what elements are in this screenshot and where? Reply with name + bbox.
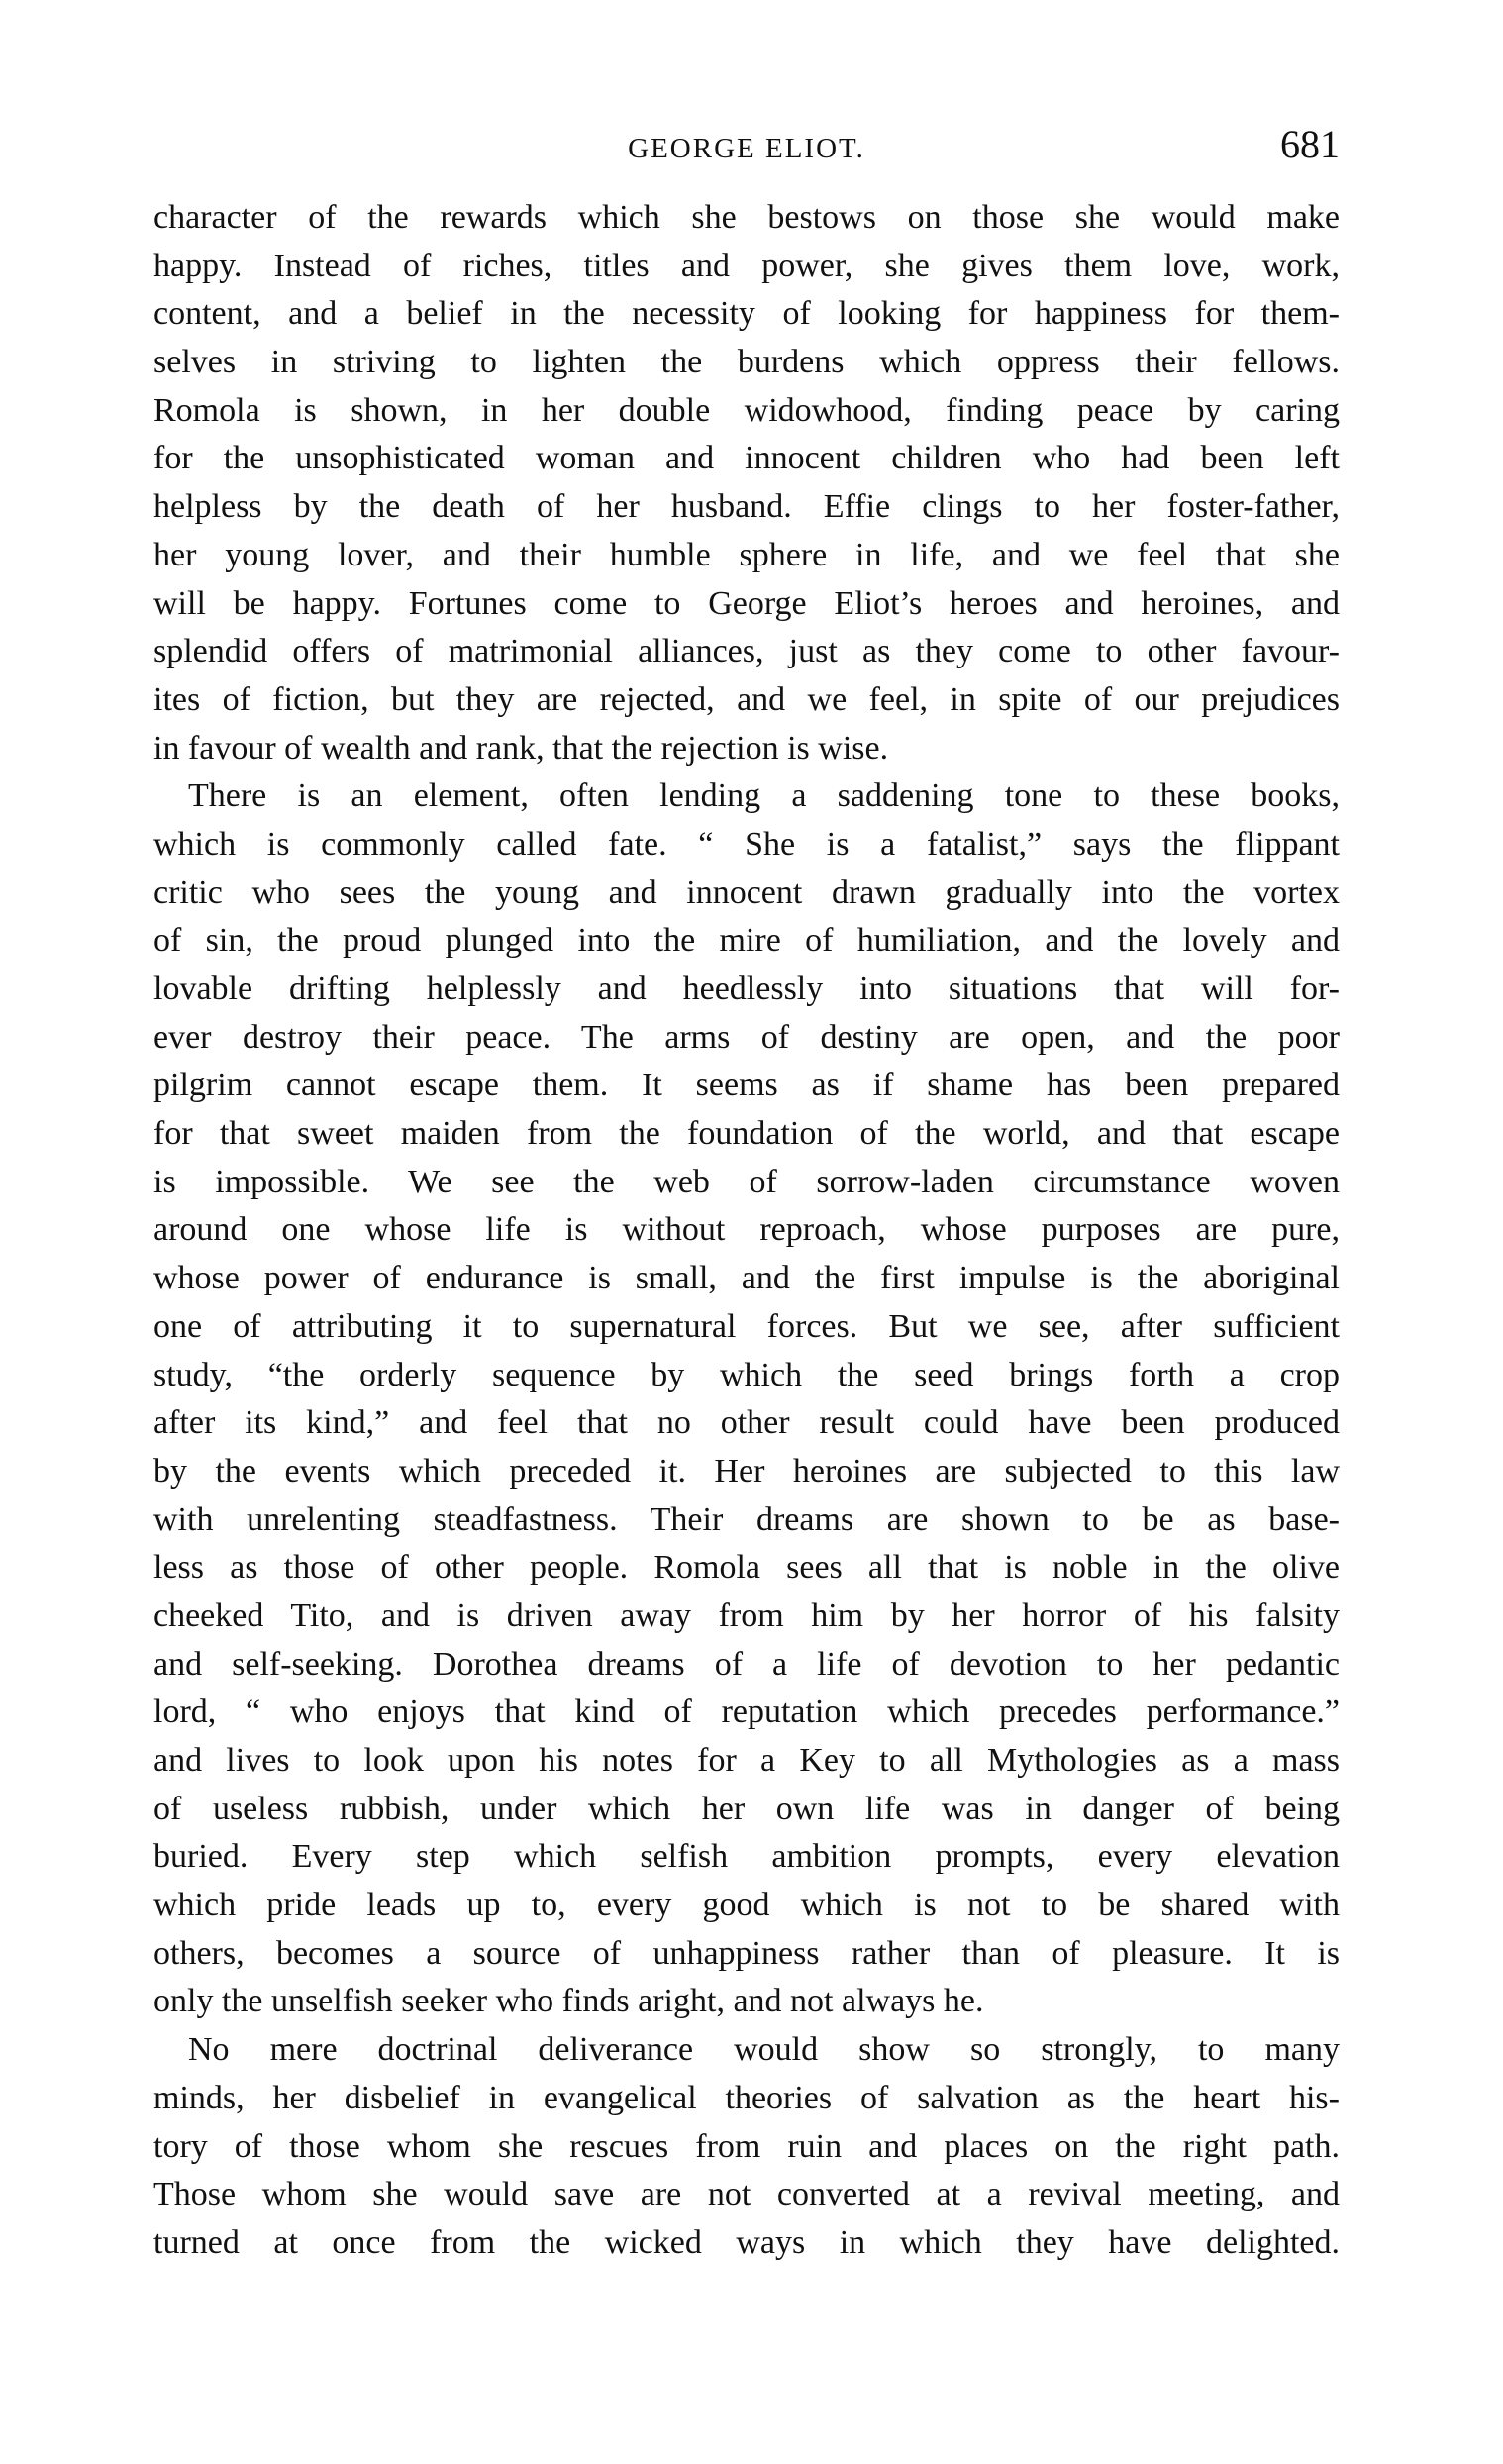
text-line: after its kind,” and feel that no other result could have been produced bbox=[153, 1404, 1340, 1442]
text-line: which pride leads up to, every good which is not to be shared with bbox=[153, 1887, 1340, 1924]
text-line: happy. Instead of riches, titles and power, she gives them love, work, bbox=[153, 247, 1340, 284]
text-line: which is commonly called fate. “ She is a fatalist,” says the flippant bbox=[153, 825, 1340, 863]
text-line: buried. Every step which selfish ambition prompts, every elevation bbox=[153, 1838, 1340, 1876]
text-line: pilgrim cannot escape them. It seems as if shame has been prepared bbox=[153, 1067, 1340, 1104]
text-line: lovable drifting helplessly and heedlessly into situations that will for- bbox=[153, 971, 1340, 1007]
text-line: around one whose life is without reproach, whose purposes are pure, bbox=[153, 1211, 1340, 1249]
text-line: minds, her disbelief in evangelical theories of salvation as the heart his- bbox=[153, 2079, 1340, 2116]
page-number: 681 bbox=[1280, 122, 1340, 166]
text-line: with unrelenting steadfastness. Their dreams are shown to be as base- bbox=[153, 1500, 1340, 1538]
text-line: turned at once from the wicked ways in which they have delighted. bbox=[153, 2223, 1340, 2261]
text-line: is impossible. We see the web of sorrow-laden circumstance woven bbox=[153, 1163, 1340, 1200]
text-line: character of the rewards which she bestows on those she would make bbox=[153, 199, 1340, 236]
text-line: Romola is shown, in her double widowhood, finding peace by caring bbox=[153, 391, 1340, 429]
text-line: ever destroy their peace. The arms of destiny are open, and the poor bbox=[153, 1018, 1340, 1056]
text-line: in favour of wealth and rank, that the rejection is wise. bbox=[153, 729, 889, 767]
text-line: Those whom she would save are not converted at a revival meeting, and bbox=[153, 2176, 1340, 2213]
text-line: helpless by the death of her husband. Effie clings to her foster-father, bbox=[153, 488, 1340, 526]
text-line: others, becomes a source of unhappiness rather than of pleasure. It is bbox=[153, 1934, 1340, 1972]
text-line: will be happy. Fortunes come to George Eliot’s heroes and heroines, and bbox=[153, 584, 1340, 622]
running-head bbox=[153, 117, 1340, 176]
text-line: for the unsophisticated woman and innocent children who had been left bbox=[153, 440, 1340, 477]
text-line: lord, “ who enjoys that kind of reputation which precedes performance.” bbox=[153, 1694, 1340, 1731]
text-line: critic who sees the young and innocent drawn gradually into the vortex bbox=[153, 873, 1340, 911]
text-line: cheeked Tito, and is driven away from him by her horror of his falsity bbox=[153, 1596, 1340, 1634]
text-line: content, and a belief in the necessity of looking for happiness for them- bbox=[153, 295, 1340, 333]
text-line: and lives to look upon his notes for a Key to all Mythologies as a mass bbox=[153, 1742, 1340, 1779]
body-text bbox=[153, 194, 1340, 2268]
text-line: selves in striving to lighten the burdens which oppress their fellows. bbox=[153, 344, 1340, 381]
running-title: GEORGE ELIOT. bbox=[628, 133, 865, 164]
text-line: There is an element, often lending a saddening tone to these books, bbox=[188, 777, 1340, 815]
text-line: No mere doctrinal deliverance would show so strongly, to many bbox=[188, 2031, 1340, 2069]
text-line: study, “the orderly sequence by which the seed brings forth a crop bbox=[153, 1356, 1340, 1393]
text-line: less as those of other people. Romola sees all that is noble in the olive bbox=[153, 1549, 1340, 1587]
text-line: her young lover, and their humble sphere in life, and we feel that she bbox=[153, 536, 1340, 573]
text-line: one of attributing it to supernatural forces. But we see, after sufficient bbox=[153, 1307, 1340, 1345]
text-line: for that sweet maiden from the foundation of the world, and that escape bbox=[153, 1115, 1340, 1153]
text-line: only the unselfish seeker who finds aright, and not always he. bbox=[153, 1983, 984, 2020]
text-line: tory of those whom she rescues from ruin and places on the right path. bbox=[153, 2127, 1340, 2165]
text-line: whose power of endurance is small, and the first impulse is the aboriginal bbox=[153, 1260, 1340, 1297]
text-line: splendid offers of matrimonial alliances, just as they come to other favour- bbox=[153, 633, 1340, 670]
text-line: of sin, the proud plunged into the mire of humiliation, and the lovely and bbox=[153, 922, 1340, 960]
text-line: of useless rubbish, under which her own life was in danger of being bbox=[153, 1790, 1340, 1827]
text-line: ites of fiction, but they are rejected, and we feel, in spite of our prejudices bbox=[153, 680, 1340, 718]
text-line: by the events which preceded it. Her heroines are subjected to this law bbox=[153, 1452, 1340, 1489]
text-line: and self-seeking. Dorothea dreams of a life of devotion to her pedantic bbox=[153, 1645, 1340, 1683]
